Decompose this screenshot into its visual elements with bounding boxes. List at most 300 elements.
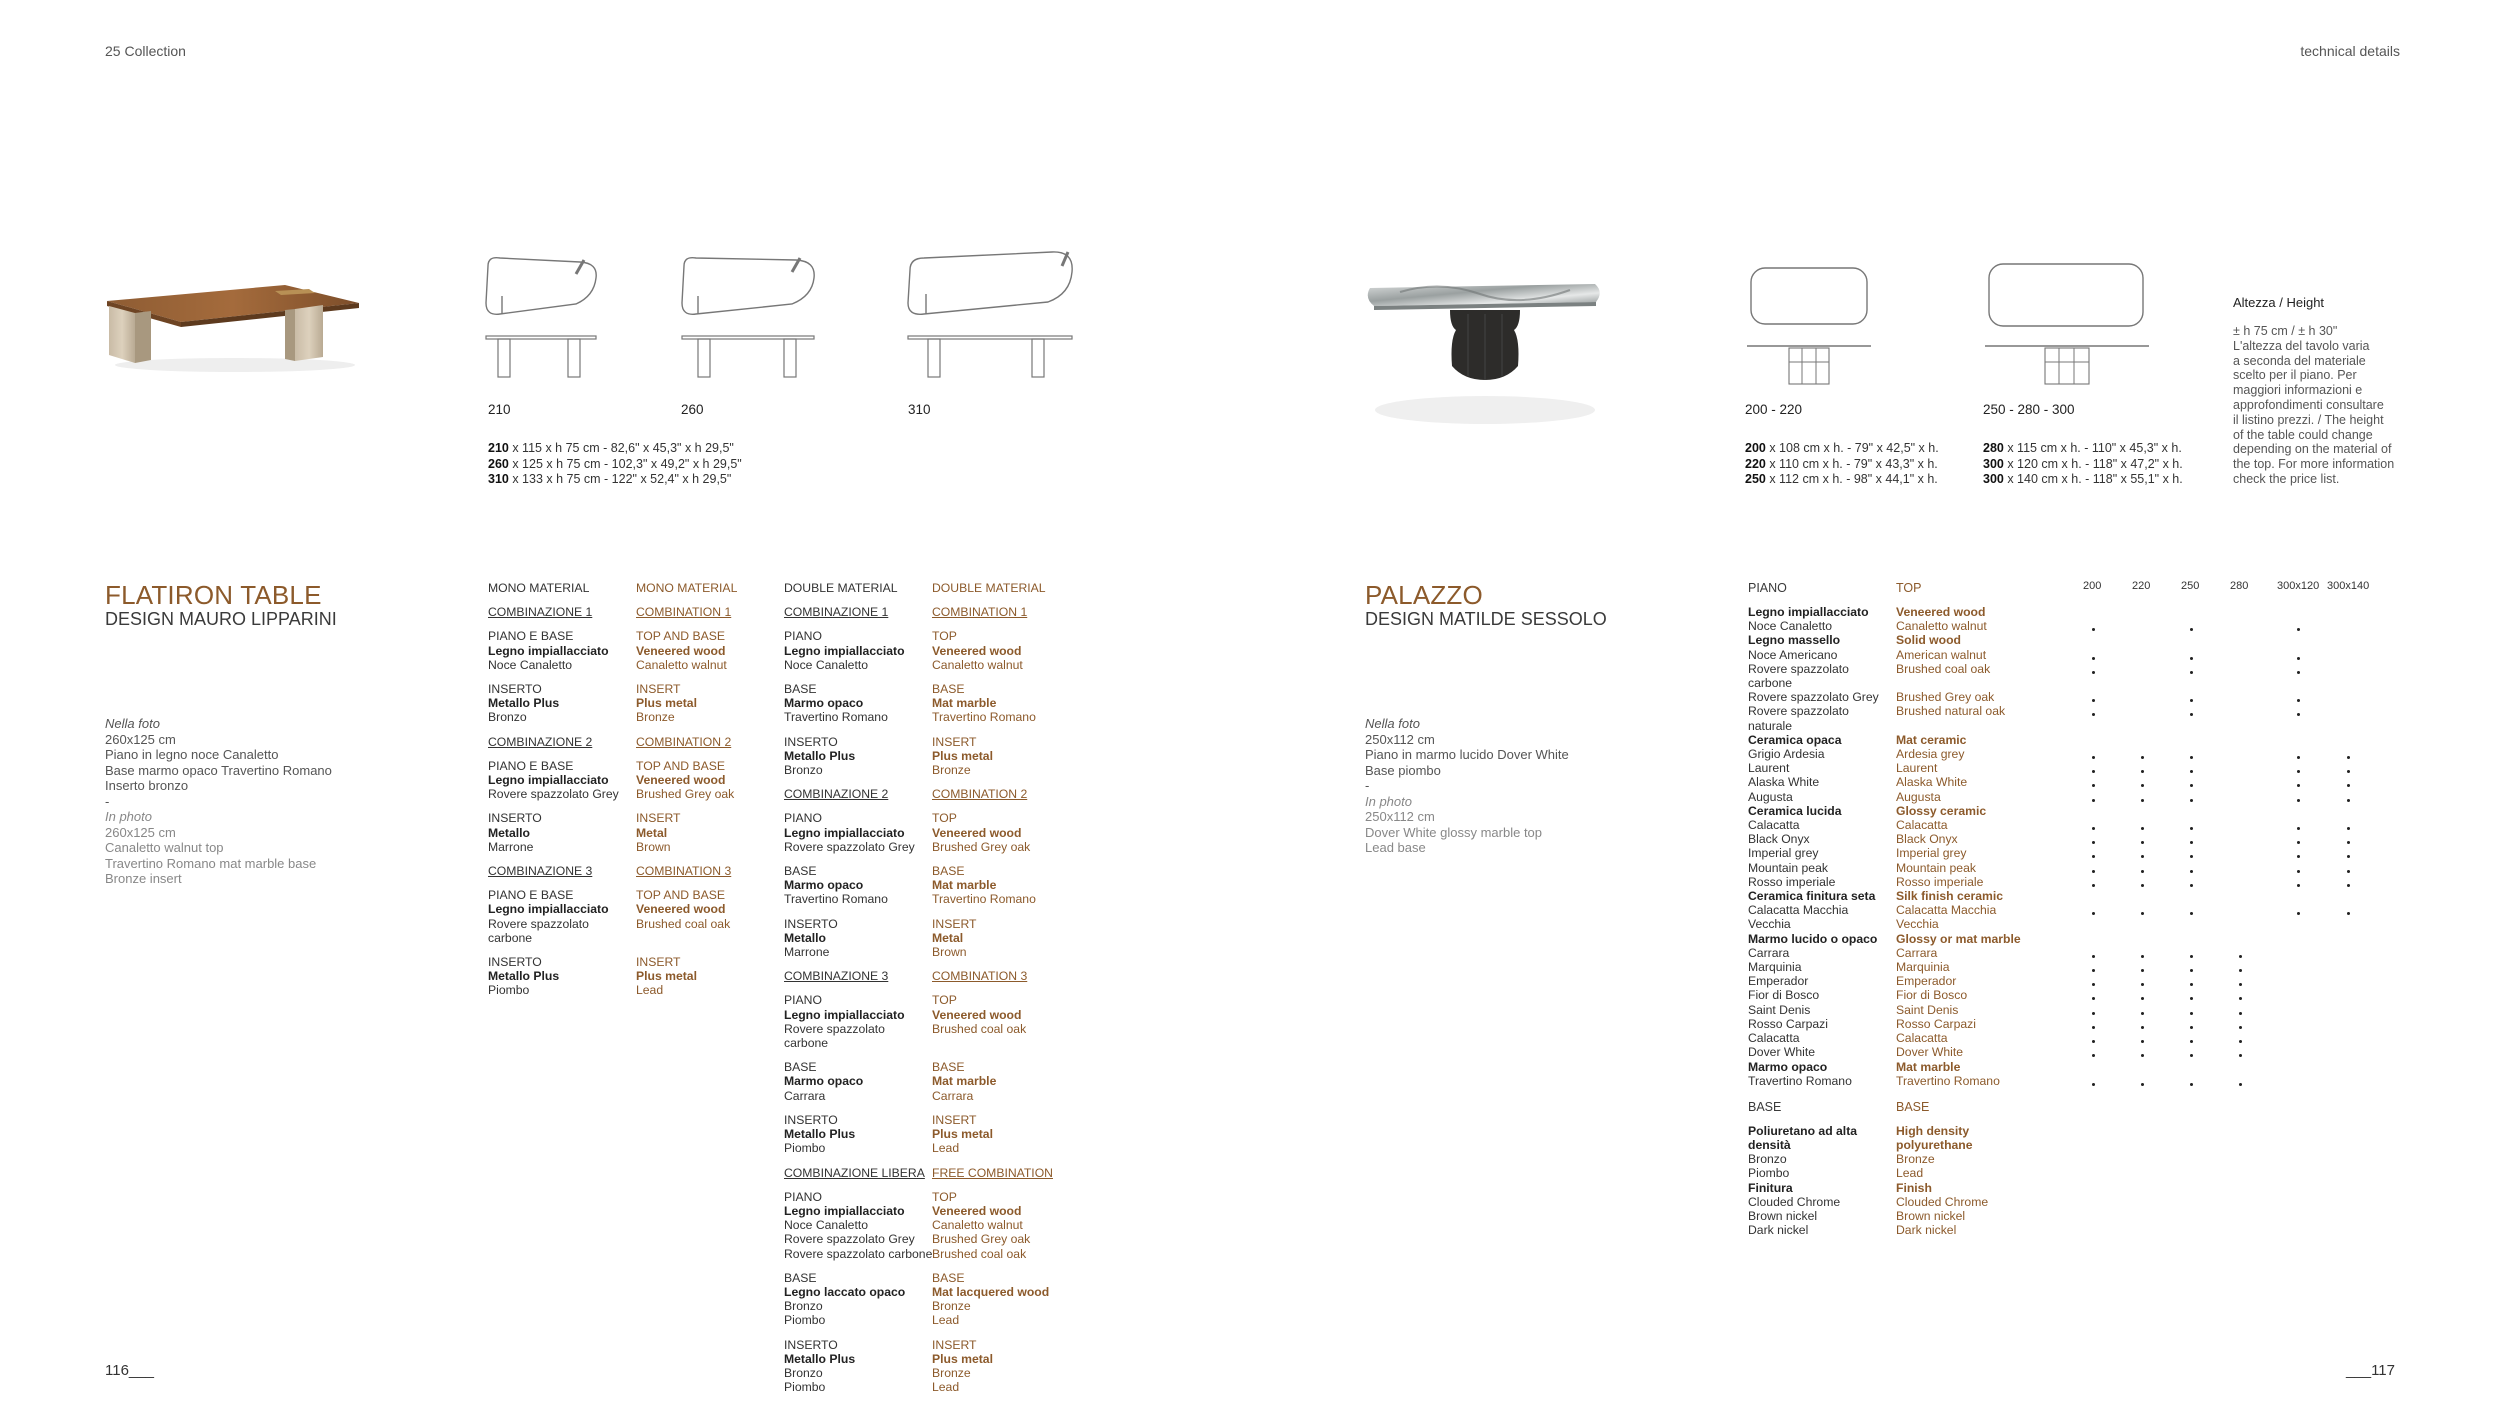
availability-dot: [2141, 841, 2144, 844]
availability-dot: [2141, 784, 2144, 787]
combination-heading: COMBINATION 2: [932, 787, 1028, 802]
spec-line: DOUBLE MATERIAL: [784, 581, 898, 595]
material-group: Mat ceramic: [1896, 732, 1967, 747]
availability-dot: [2239, 997, 2242, 1000]
spec-line: Lead: [932, 1380, 960, 1395]
spec-line: Metallo Plus: [488, 969, 560, 984]
combination-heading: COMBINATION 1: [932, 605, 1028, 620]
finish-name: Marquinia: [1748, 960, 1802, 975]
product-designer: DESIGN MAURO LIPPARINI: [105, 609, 337, 629]
finish-name: Travertino Romano: [1748, 1073, 1852, 1088]
spec-line: Brown: [932, 945, 967, 960]
combination-heading: COMBINAZIONE 1: [784, 605, 889, 620]
base-finish: Brown nickel: [1748, 1209, 1818, 1224]
availability-dot: [2190, 699, 2193, 702]
spacer: [636, 749, 786, 759]
spec-line: Brushed coal oak: [932, 1246, 1027, 1261]
spec-line: Piombo: [488, 983, 530, 998]
spec-line: Legno impiallacciato: [784, 825, 905, 840]
finish-name: Travertino Romano: [1896, 1073, 2000, 1088]
finish-name: Canaletto walnut: [1896, 619, 1987, 634]
running-header-right: technical details: [2300, 43, 2400, 59]
palazzo-200-220-drawing: [1745, 262, 1875, 387]
availability-dot: [2092, 671, 2095, 674]
finish-name: Mountain peak: [1748, 860, 1828, 875]
size-column-header: 280: [2230, 580, 2249, 592]
availability-dot: [2190, 955, 2193, 958]
availability-dot: [2239, 1054, 2242, 1057]
spacer: [784, 1328, 934, 1338]
spec-line: [932, 1036, 1082, 1050]
spacer: [932, 1103, 1082, 1113]
spec-line: Bronzo: [784, 1365, 823, 1380]
spec-line: Metallo: [488, 825, 530, 840]
palazzo-dimensions-large: 280 x 115 cm x h. - 110" x 45,3" x h. 300 x 120 cm x h. - 118" x 47,2" x h. 300 x 140 cm x h. - 118" x 55,1" x h.: [1983, 441, 2183, 486]
availability-dot: [2092, 1026, 2095, 1029]
finish-name: Rosso Carpazi: [1748, 1016, 1828, 1031]
spec-line: TOP AND BASE: [636, 888, 725, 903]
combination-heading: COMBINAZIONE 2: [488, 734, 593, 749]
mono-material-it-column: [488, 581, 638, 998]
availability-dot: [2190, 770, 2193, 773]
spec-line: Metallo Plus: [488, 696, 560, 711]
spec-line: Metallo Plus: [784, 1127, 856, 1142]
spec-line: Travertino Romano: [932, 892, 1036, 907]
spec-line: Noce Canaletto: [784, 657, 869, 672]
spec-line: INSERT: [636, 682, 681, 697]
base-finish: Bronzo: [1748, 1152, 1787, 1167]
combination-heading: COMBINATION 2: [636, 734, 732, 749]
spec-line: PIANO: [784, 629, 822, 644]
availability-dot: [2297, 855, 2300, 858]
availability-dot: [2190, 1026, 2193, 1029]
flatiron-310-drawing: [902, 248, 1082, 383]
availability-dot: [2190, 841, 2193, 844]
flatiron-size-label: 210: [488, 402, 511, 417]
spec-line: BASE: [932, 1270, 965, 1285]
page-number-left: 116___: [105, 1362, 154, 1379]
double-material-en-column: [932, 581, 1082, 1394]
spec-line: INSERTO: [784, 1337, 838, 1352]
spacer: [784, 907, 934, 917]
material-group: Mat marble: [1896, 1059, 1961, 1074]
spec-line: BASE: [784, 1270, 817, 1285]
material-group: Ceramica finitura seta: [1748, 889, 1876, 904]
availability-dot: [2297, 827, 2300, 830]
spec-line: Piombo: [784, 1313, 826, 1328]
availability-dot: [2092, 1040, 2095, 1043]
availability-dot: [2141, 983, 2144, 986]
combination-heading: FREE COMBINATION: [932, 1165, 1053, 1180]
availability-dot: [2190, 983, 2193, 986]
finish-name: Imperial grey: [1748, 846, 1819, 861]
finish-name: Calacatta: [1748, 1031, 1800, 1046]
spec-line: TOP AND BASE: [636, 629, 725, 644]
palazzo-size-label: 250 - 280 - 300: [1983, 402, 2075, 417]
spacer: [784, 1050, 934, 1060]
availability-dot: [2141, 969, 2144, 972]
finish-name: Rovere spazzolato: [1748, 661, 1849, 676]
spacer: [784, 1180, 934, 1190]
palazzo-finishes-en: [1896, 605, 2046, 1088]
availability-dot: [2092, 997, 2095, 1000]
finish-name: Fior di Bosco: [1748, 988, 1820, 1003]
base-finish: Finish: [1896, 1180, 1932, 1195]
availability-dot: [2347, 855, 2350, 858]
availability-dot: [2239, 969, 2242, 972]
spec-line: BASE: [932, 864, 965, 879]
finish-name: Dover White: [1896, 1045, 1964, 1060]
finish-name: Augusta: [1896, 789, 1941, 804]
availability-dot: [2297, 628, 2300, 631]
spec-line: TOP: [932, 811, 957, 826]
availability-dot: [2239, 983, 2242, 986]
finish-name: Brushed coal oak: [1896, 661, 1991, 676]
height-note: ± h 75 cm / ± h 30" L'altezza del tavolo varia a seconda del materiale scelto per il piano. Per maggiori informazioni e approfondimenti consultare il listino prezzi. / The height of the table could change depending on the material of the top. For more information check the price list.: [2233, 324, 2395, 486]
spec-line: Travertino Romano: [784, 892, 888, 907]
base-finish: Dark nickel: [1896, 1223, 1957, 1238]
combination-heading: COMBINAZIONE LIBERA: [784, 1165, 925, 1180]
spec-line: Bronze: [932, 1365, 971, 1380]
spacer: [488, 595, 638, 605]
finish-name: Vecchia: [1896, 917, 1939, 932]
availability-dot: [2190, 713, 2193, 716]
spec-line: Metallo: [784, 930, 826, 945]
spec-line: Legno impiallacciato: [488, 902, 609, 917]
spacer: [636, 595, 786, 605]
finish-name: carbone: [1748, 676, 1793, 691]
finish-name: American walnut: [1896, 647, 1987, 662]
spec-line: Bronzo: [488, 710, 527, 725]
spec-line: PIANO: [784, 811, 822, 826]
availability-dot: [2347, 841, 2350, 844]
spec-line: Legno impiallacciato: [784, 1203, 905, 1218]
spec-line: Lead: [932, 1313, 960, 1328]
spacer: [636, 801, 786, 811]
availability-dot: [2297, 699, 2300, 702]
size-column-header: 220: [2132, 580, 2151, 592]
spec-line: Marrone: [488, 839, 534, 854]
availability-dot: [2092, 912, 2095, 915]
finish-name: Saint Denis: [1748, 1002, 1811, 1017]
availability-dot: [2141, 1054, 2144, 1057]
top-header-en: TOP: [1896, 581, 1922, 595]
size-column-header: 200: [2083, 580, 2102, 592]
availability-dot: [2239, 1083, 2242, 1086]
availability-dot: [2239, 1040, 2242, 1043]
spacer: [932, 801, 1082, 811]
spec-line: Canaletto walnut: [932, 657, 1023, 672]
combination-heading: COMBINATION 3: [932, 969, 1028, 984]
base-finish: Lead: [1896, 1166, 1924, 1181]
availability-dot: [2239, 955, 2242, 958]
spacer: [784, 725, 934, 735]
material-group: Legno massello: [1748, 633, 1841, 648]
spec-line: INSERTO: [784, 734, 838, 749]
flatiron-size-label: 310: [908, 402, 931, 417]
base-finish: densità: [1748, 1138, 1791, 1152]
availability-dot: [2141, 770, 2144, 773]
spec-line: Veneered wood: [636, 773, 726, 788]
spacer: [488, 854, 638, 864]
availability-dot: [2092, 983, 2095, 986]
availability-dot: [2092, 1012, 2095, 1015]
availability-dot: [2092, 784, 2095, 787]
base-finish: polyurethane: [1896, 1138, 1973, 1152]
spec-line: MONO MATERIAL: [636, 581, 738, 595]
spacer: [636, 672, 786, 682]
availability-dot: [2347, 827, 2350, 830]
spacer: [932, 619, 1082, 629]
spec-line: Travertino Romano: [932, 710, 1036, 725]
availability-dot: [2092, 1054, 2095, 1057]
spec-line: Veneered wood: [636, 902, 726, 917]
spec-line: Mat marble: [932, 696, 997, 711]
spacer: [784, 801, 934, 811]
finish-name: Laurent: [1896, 761, 1938, 776]
spacer: [932, 1050, 1082, 1060]
spacer: [932, 959, 1082, 969]
spacer: [932, 595, 1082, 605]
spec-line: INSERTO: [488, 955, 542, 970]
spec-line: TOP: [932, 993, 957, 1008]
availability-dot: [2347, 756, 2350, 759]
spacer: [636, 945, 786, 955]
availability-dot: [2141, 855, 2144, 858]
finish-name: Calacatta Macchia: [1748, 903, 1849, 918]
spec-line: Brushed coal oak: [932, 1021, 1027, 1036]
spacer: [636, 619, 786, 629]
spacer: [784, 959, 934, 969]
finish-name: Rosso Carpazi: [1896, 1016, 1976, 1031]
availability-dot: [2092, 1083, 2095, 1086]
availability-dot: [2092, 799, 2095, 802]
spec-line: Legno impiallacciato: [784, 643, 905, 658]
availability-dot: [2141, 1012, 2144, 1015]
availability-dot: [2347, 784, 2350, 787]
spec-line: Plus metal: [636, 696, 697, 711]
spec-line: Mat lacquered wood: [932, 1284, 1050, 1299]
spec-line: Rovere spazzolato Grey: [784, 839, 915, 854]
spec-line: BASE: [784, 864, 817, 879]
finish-name: Noce Canaletto: [1748, 619, 1833, 634]
spec-line: INSERT: [636, 955, 681, 970]
spec-line: MONO MATERIAL: [488, 581, 590, 595]
product-title: FLATIRON TABLE: [105, 580, 322, 610]
availability-dot: [2190, 1040, 2193, 1043]
availability-dot: [2141, 955, 2144, 958]
spec-line: Brushed Grey oak: [932, 839, 1031, 854]
finish-name: Fior di Bosco: [1896, 988, 1968, 1003]
finish-name: Calacatta: [1896, 818, 1948, 833]
availability-dot: [2297, 770, 2300, 773]
availability-dot: [2092, 969, 2095, 972]
spec-line: carbone: [488, 930, 533, 945]
palazzo-size-label: 200 - 220: [1745, 402, 1803, 417]
running-header-left: 25 Collection: [105, 43, 186, 59]
spec-line: Carrara: [784, 1088, 826, 1103]
finish-name: Brushed natural oak: [1896, 704, 2006, 719]
spacer: [488, 725, 638, 735]
spacer: [784, 672, 934, 682]
finish-name: Emperador: [1896, 974, 1957, 989]
spec-line: PIANO: [784, 993, 822, 1008]
spec-line: Marmo opaco: [784, 1074, 864, 1089]
spec-line: Legno impiallacciato: [784, 1007, 905, 1022]
spec-line: Lead: [932, 1141, 960, 1156]
spec-line: INSERT: [932, 1337, 977, 1352]
spacer: [784, 854, 934, 864]
finish-name: Alaska White: [1896, 775, 1968, 790]
spec-line: Brushed Grey oak: [932, 1232, 1031, 1247]
spec-line: INSERT: [932, 916, 977, 931]
spec-line: Piombo: [784, 1380, 826, 1395]
availability-dot: [2141, 799, 2144, 802]
base-finish: High density: [1896, 1123, 1970, 1138]
spacer: [488, 749, 638, 759]
spacer: [488, 945, 638, 955]
spec-line: BASE: [932, 1060, 965, 1075]
combination-heading: COMBINAZIONE 3: [488, 864, 593, 879]
spec-line: Veneered wood: [932, 825, 1022, 840]
spec-line: Rovere spazzolato Grey: [784, 1232, 915, 1247]
base-header-it: BASE: [1748, 1099, 1782, 1114]
spacer: [488, 878, 638, 888]
finish-name: naturale: [1748, 718, 1793, 733]
spec-line: Piombo: [784, 1141, 826, 1156]
availability-dot: [2190, 997, 2193, 1000]
spec-line: Brushed coal oak: [636, 916, 731, 931]
spec-line: [636, 931, 786, 945]
finish-name: Rosso imperiale: [1748, 874, 1836, 889]
spec-line: Mat marble: [932, 1074, 997, 1089]
spacer: [932, 1180, 1082, 1190]
availability-dot: [2190, 1054, 2193, 1057]
spec-line: Rovere spazzolato Grey: [488, 787, 619, 802]
availability-dot: [2347, 884, 2350, 887]
base-finish: Clouded Chrome: [1748, 1194, 1841, 1209]
spec-line: Rovere spazzolato carbone: [784, 1246, 933, 1261]
finish-name: [1896, 719, 2046, 733]
spec-line: Metal: [932, 930, 964, 945]
spec-line: Noce Canaletto: [784, 1218, 869, 1233]
availability-dot: [2190, 855, 2193, 858]
base-finish: Bronze: [1896, 1152, 1935, 1167]
availability-dot: [2297, 841, 2300, 844]
product-title: PALAZZO: [1365, 580, 1483, 610]
spacer: [932, 777, 1082, 787]
availability-dot: [2190, 870, 2193, 873]
availability-dot: [2190, 756, 2193, 759]
spacer: [488, 801, 638, 811]
spec-line: PIANO E BASE: [488, 758, 574, 773]
mono-material-en-column: [636, 581, 786, 998]
spec-line: Bronze: [932, 1299, 971, 1314]
availability-dot: [2190, 628, 2193, 631]
top-header-it: PIANO: [1748, 581, 1787, 595]
combination-heading: COMBINAZIONE 3: [784, 969, 889, 984]
spec-line: INSERTO: [488, 682, 542, 697]
material-group: Legno impiallacciato: [1748, 605, 1869, 619]
spec-line: Canaletto walnut: [636, 657, 727, 672]
spec-line: Marrone: [784, 945, 830, 960]
spec-line: Canaletto walnut: [932, 1218, 1023, 1233]
availability-dot: [2347, 870, 2350, 873]
availability-dot: [2297, 884, 2300, 887]
palazzo-base-it: [1748, 1124, 1898, 1238]
availability-dot: [2141, 870, 2144, 873]
availability-dot: [2297, 756, 2300, 759]
finish-name: Augusta: [1748, 789, 1793, 804]
spec-line: DOUBLE MATERIAL: [932, 581, 1046, 595]
availability-dot: [2190, 827, 2193, 830]
availability-dot: [2141, 756, 2144, 759]
spec-line: Plus metal: [932, 1127, 993, 1142]
spacer: [784, 983, 934, 993]
finish-name: Saint Denis: [1896, 1002, 1959, 1017]
spec-line: PIANO E BASE: [488, 888, 574, 903]
spacer: [784, 777, 934, 787]
spec-line: Rovere spazzolato: [784, 1021, 885, 1036]
availability-dot: [2141, 912, 2144, 915]
spacer: [636, 725, 786, 735]
spec-line: INSERTO: [784, 1112, 838, 1127]
availability-dot: [2190, 784, 2193, 787]
spacer: [784, 619, 934, 629]
availability-dot: [2141, 1083, 2144, 1086]
spec-line: Noce Canaletto: [488, 657, 573, 672]
spec-line: Veneered wood: [932, 643, 1022, 658]
size-column-header: 250: [2181, 580, 2200, 592]
spacer: [488, 672, 638, 682]
availability-dot: [2092, 855, 2095, 858]
spec-line: Bronze: [932, 763, 971, 778]
finish-name: Grigio Ardesia: [1748, 747, 1825, 762]
availability-dot: [2092, 628, 2095, 631]
base-finish: Poliuretano ad alta: [1748, 1123, 1858, 1138]
spacer: [636, 854, 786, 864]
material-group: Solid wood: [1896, 633, 1961, 648]
spec-line: Veneered wood: [932, 1007, 1022, 1022]
spacer: [784, 1156, 934, 1166]
spec-line: Lead: [636, 983, 664, 998]
base-finish: Finitura: [1748, 1180, 1793, 1195]
palazzo-photo-caption: Nella foto 250x112 cm Piano in marmo lucido Dover White Base piombo - In photo 250x112 cm Dover White glossy marble top Lead base: [1365, 716, 1569, 855]
spec-line: TOP: [932, 629, 957, 644]
spec-line: carbone: [784, 1036, 829, 1051]
availability-dot: [2092, 699, 2095, 702]
spacer: [932, 854, 1082, 864]
finish-name: Rosso imperiale: [1896, 874, 1984, 889]
spec-line: Brown: [636, 839, 671, 854]
spec-line: Marmo opaco: [784, 696, 864, 711]
flatiron-photo-caption: Nella foto 260x125 cm Piano in legno noce Canaletto Base marmo opaco Travertino Romano Inserto bronzo - In photo 260x125 cm Canaletto walnut top Travertino Romano mat marble base Bronze insert: [105, 716, 332, 886]
spacer: [932, 1261, 1082, 1271]
base-finish: Dark nickel: [1748, 1223, 1809, 1238]
spacer: [932, 983, 1082, 993]
flatiron-210-drawing: [480, 248, 620, 383]
finish-name: Laurent: [1748, 761, 1790, 776]
spec-line: Plus metal: [636, 969, 697, 984]
spec-line: TOP: [932, 1189, 957, 1204]
availability-dot: [2190, 657, 2193, 660]
size-column-header: 300x140: [2327, 580, 2370, 592]
finish-name: Calacatta: [1748, 818, 1800, 833]
spec-line: Metal: [636, 825, 668, 840]
spacer: [784, 1103, 934, 1113]
product-designer: DESIGN MATILDE SESSOLO: [1365, 609, 1607, 629]
availability-dot: [2092, 756, 2095, 759]
